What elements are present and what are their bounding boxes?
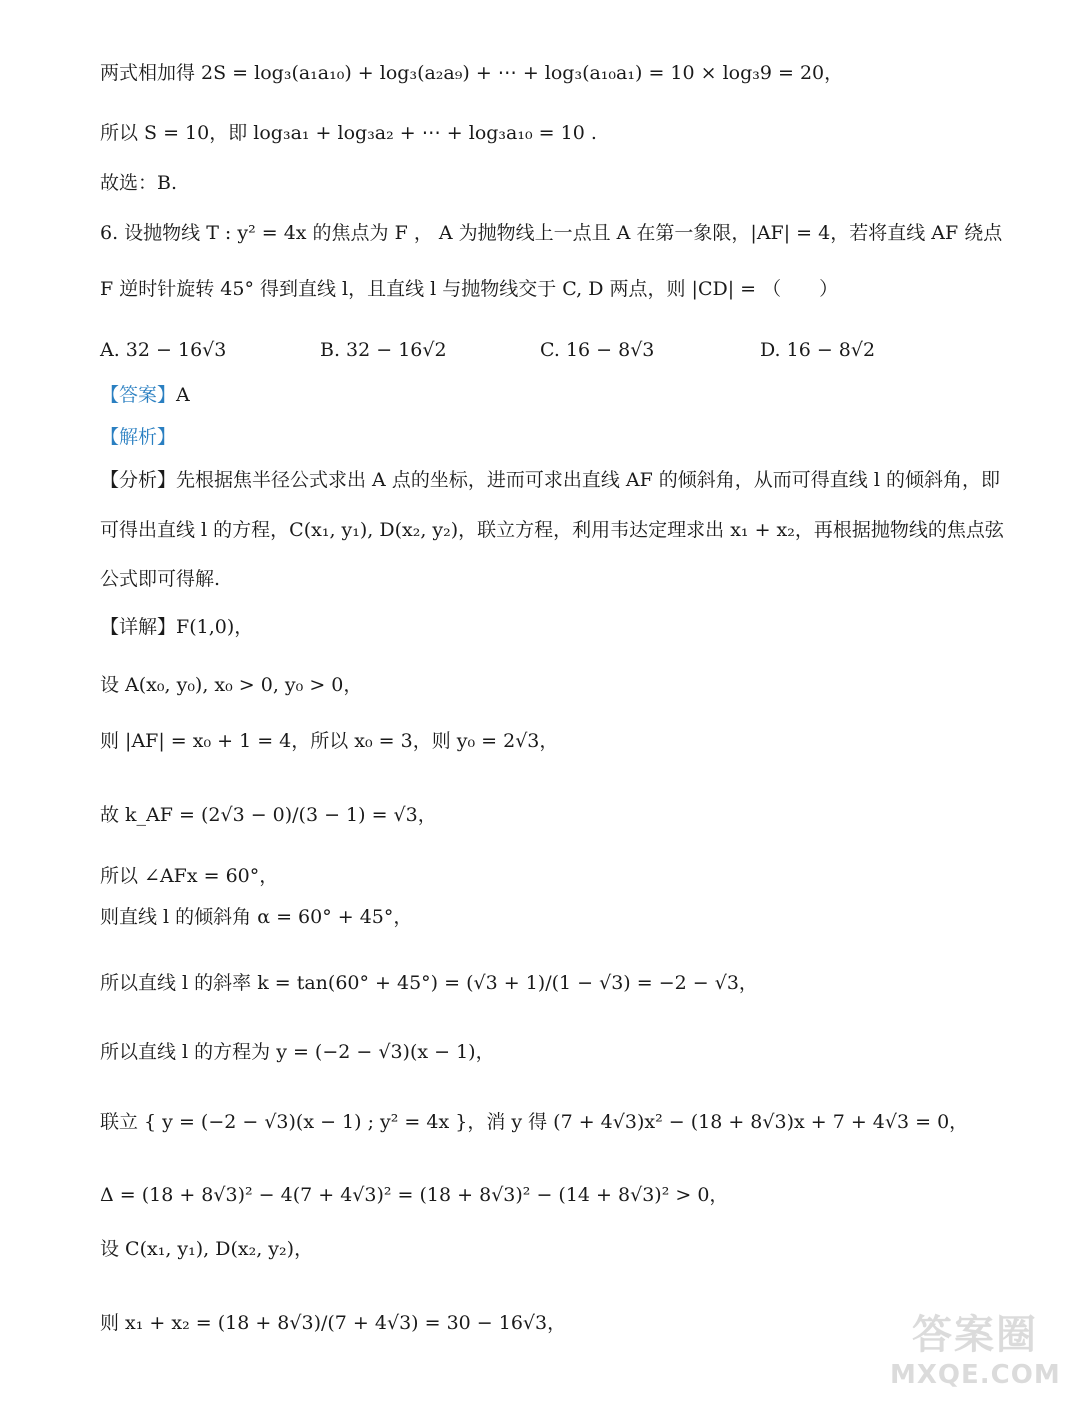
watermark-top: 答案圈 xyxy=(912,1312,1038,1358)
option-b: B. 32 − 16√2 xyxy=(320,339,447,361)
solution-step: 故 k_AF = (2√3 − 0)/(3 − 1) = √3， xyxy=(100,804,437,826)
watermark-bottom: MXQE.COM xyxy=(890,1360,1061,1390)
fenxi-line xyxy=(100,471,1000,490)
solution-step: 则直线 l 的倾斜角 α = 60° + 45°， xyxy=(100,906,413,928)
text-line: 故选：B. xyxy=(100,172,178,194)
answer-value: A xyxy=(176,384,190,406)
solution-step: 则 x₁ + x₂ = (18 + 8√3)/(7 + 4√3) = 30 − 16√3， xyxy=(100,1312,567,1334)
fenxi-line: 可得出直线 l 的方程，C(x₁, y₁), D(x₂, y₂)，联立方程，利用韦达定理求出 x₁ + x₂，再根据抛物线的焦点弦 xyxy=(100,519,1004,541)
analysis-line xyxy=(100,428,176,447)
solution-step: 所以 ∠AFx = 60°， xyxy=(100,865,279,887)
answer-line xyxy=(100,386,190,405)
text-line: 两式相加得 2S = log₃(a₁a₁₀) + log₃(a₂a₉) + ⋯ + log₃(a₁₀a₁) = 10 × log₃9 = 20， xyxy=(100,62,844,84)
solution-step: 所以直线 l 的斜率 k = tan(60° + 45°) = (√3 + 1)/(1 − √3) = −2 − √3， xyxy=(100,972,758,994)
xiangjie-line xyxy=(100,618,253,637)
fenxi-text: 先根据焦半径公式求出 A 点的坐标，进而可求出直线 AF 的倾斜角，从而可得直线 l 的倾斜角，即 xyxy=(176,469,1000,491)
solution-step: 设 C(x₁, y₁), D(x₂, y₂)， xyxy=(100,1238,314,1260)
analysis-tag: 【解析】 xyxy=(100,426,177,448)
xiangjie-tag: 【详解】 xyxy=(100,616,177,638)
solution-step: 联立 { y = (−2 − √3)(x − 1) ; y² = 4x }，消 y 得 (7 + 4√3)x² − (18 + 8√3)x + 7 + 4√3 = 0， xyxy=(100,1111,969,1133)
solution-step: Δ = (18 + 8√3)² − 4(7 + 4√3)² = (18 + 8√3)² − (14 + 8√3)² > 0， xyxy=(100,1184,729,1206)
fenxi-line: 公式即可得解. xyxy=(100,568,221,590)
question-line: F 逆时针旋转 45° 得到直线 l，且直线 l 与抛物线交于 C, D 两点，则 |CD| = （ ） xyxy=(100,278,839,300)
fenxi-tag: 【分析】 xyxy=(100,469,177,491)
solution-step: 则 |AF| = x₀ + 1 = 4，所以 x₀ = 3，则 y₀ = 2√3， xyxy=(100,730,559,752)
solution-step: 所以直线 l 的方程为 y = (−2 − √3)(x − 1)， xyxy=(100,1041,495,1063)
option-d: D. 16 − 8√2 xyxy=(760,339,876,361)
question-line: 6. 设抛物线 T : y² = 4x 的焦点为 F ， A 为抛物线上一点且 A 在第一象限，|AF| = 4，若将直线 AF 绕点 xyxy=(100,222,1003,244)
option-a: A. 32 − 16√3 xyxy=(100,339,227,361)
option-c: C. 16 − 8√3 xyxy=(540,339,655,361)
text-line: 所以 S = 10，即 log₃a₁ + log₃a₂ + ⋯ + log₃a₁₀ = 10 . xyxy=(100,122,597,144)
solution-step: 设 A(x₀, y₀), x₀ > 0, y₀ > 0， xyxy=(100,674,363,696)
watermark-logo xyxy=(890,1303,1060,1403)
xiangjie-text: F(1,0)， xyxy=(176,616,254,638)
answer-tag: 【答案】 xyxy=(100,384,177,406)
